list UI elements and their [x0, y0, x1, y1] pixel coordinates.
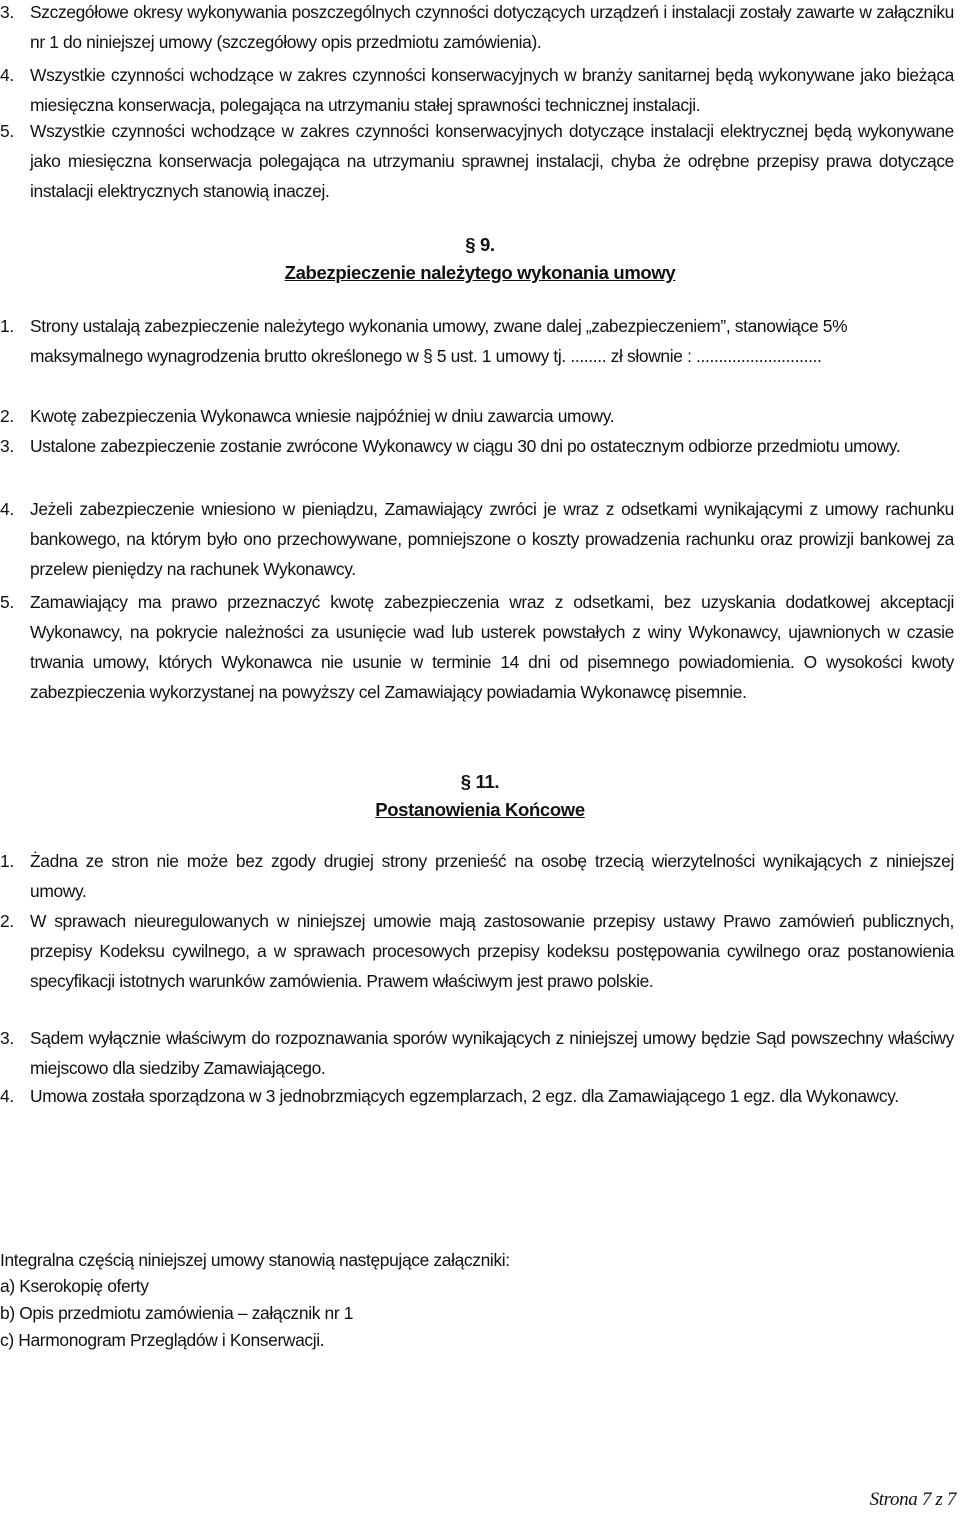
section-number: § 11.	[460, 771, 500, 792]
clause-item	[0, 587, 954, 707]
clause-item	[0, 401, 954, 431]
item-text: Strony ustalają zabezpieczenie należytego wykonania umowy, zwane dalej „zabezpieczeniem”, stanowiące 5% maksymalnego wynagrodzenia brutto określonego w § 5 ust. 1 umowy tj. ........ zł słownie : ............................	[30, 316, 848, 366]
attachment-item: a) Kserokopię oferty	[0, 1276, 149, 1296]
item-text: Szczegółowe okresy wykonywania poszczególnych czynności dotyczących urządzeń i instalacji zostały zawarte w załączniku nr 1 do niniejszej umowy (szczegółowy opis przedmiotu zamówienia).	[30, 2, 954, 52]
item-text: W sprawach nieuregulowanych w niniejszej umowie mają zastosowanie przepisy ustawy Prawo zamówień publicznych, przepisy Kodeksu cywilnego, a w sprawach procesowych przepisy kodeksu postępowania cywilnego oraz postanowienia specyfikacji istotnych warunków zamówienia. Prawem właściwym jest prawo polskie.	[30, 911, 954, 991]
item-text: Wszystkie czynności wchodzące w zakres czynności konserwacyjnych dotyczące instalacji elektrycznej będą wykonywane jako miesięczna konserwacja polegająca na utrzymaniu sprawnej instalacji, chyba że odrębne przepisy prawa dotyczące instalacji elektrycznych stanowią inaczej.	[30, 121, 954, 201]
item-text: Kwotę zabezpieczenia Wykonawca wniesie najpóźniej w dniu zawarcia umowy.	[30, 406, 615, 426]
item-number: 3.	[0, 1028, 14, 1048]
item-number: 4.	[0, 65, 14, 85]
clause-item	[0, 60, 954, 120]
item-number: 1.	[0, 316, 14, 336]
section-title: Zabezpieczenie należytego wykonania umowy	[284, 262, 676, 283]
attachment-item: b) Opis przedmiotu zamówienia – załącznik nr 1	[0, 1303, 354, 1323]
item-text: Wszystkie czynności wchodzące w zakres czynności konserwacyjnych w branży sanitarnej będą wykonywane jako bieżąca miesięczna konserwacja, polegająca na utrzymaniu stałej sprawności technicznej instalacji.	[30, 65, 954, 115]
page-number: Strona 7 z 7	[869, 1489, 956, 1510]
item-text: Umowa została sporządzona w 3 jednobrzmiących egzemplarzach, 2 egz. dla Zamawiającego 1 egz. dla Wykonawcy.	[30, 1086, 899, 1106]
item-number: 3.	[0, 436, 14, 456]
clause-item	[0, 311, 954, 371]
item-number: 1.	[0, 851, 14, 871]
item-number: 4.	[0, 1086, 14, 1106]
clause-item	[0, 0, 954, 57]
clause-item	[0, 431, 954, 461]
clause-item	[0, 1023, 954, 1083]
item-number: 3.	[0, 2, 14, 22]
clause-item	[0, 906, 954, 996]
item-text: Żadna ze stron nie może bez zgody drugiej strony przenieść na osobę trzecią wierzytelności wynikających z niniejszej umowy.	[30, 851, 954, 901]
clause-item	[0, 846, 954, 906]
item-text: Zamawiający ma prawo przeznaczyć kwotę zabezpieczenia wraz z odsetkami, bez uzyskania dodatkowej akceptacji Wykonawcy, na pokrycie należności za usunięcie wad lub usterek powstałych z winy Wykonawcy, ujawnionych w czasie trwania umowy, których Wykonawca nie usunie w terminie 14 dni od pisemnego powiadomienia. O wysokości kwoty zabezpieczenia wykorzystanej na powyższy cel Zamawiający powiadamia Wykonawcę pisemnie.	[30, 592, 954, 702]
item-text: Jeżeli zabezpieczenie wniesiono w pieniądzu, Zamawiający zwróci je wraz z odsetkami wynikającymi z umowy rachunku bankowego, na którym było ono przechowywane, pomniejszone o koszty prowadzenia rachunku oraz prowizji bankowej za przelew pieniędzy na rachunek Wykonawcy.	[30, 499, 954, 579]
item-text: Ustalone zabezpieczenie zostanie zwrócone Wykonawcy w ciągu 30 dni po ostatecznym odbiorze przedmiotu umowy.	[30, 436, 901, 456]
clause-item	[0, 1081, 954, 1111]
section-title: Postanowienia Końcowe	[375, 799, 585, 820]
clause-item	[0, 116, 954, 206]
item-number: 5.	[0, 592, 14, 612]
item-number: 2.	[0, 406, 14, 426]
item-number: 2.	[0, 911, 14, 931]
section-number: § 9.	[465, 234, 495, 255]
attachment-item: c) Harmonogram Przeglądów i Konserwacji.	[0, 1330, 325, 1350]
item-number: 4.	[0, 499, 14, 519]
item-text: Sądem wyłącznie właściwym do rozpoznawania sporów wynikających z niniejszej umowy będzie Sąd powszechny właściwy miejscowo dla siedziby Zamawiającego.	[30, 1028, 954, 1078]
attachments-intro: Integralna częścią niniejszej umowy stanowią następujące załączniki:	[0, 1250, 510, 1270]
clause-item	[0, 494, 954, 584]
item-number: 5.	[0, 121, 14, 141]
